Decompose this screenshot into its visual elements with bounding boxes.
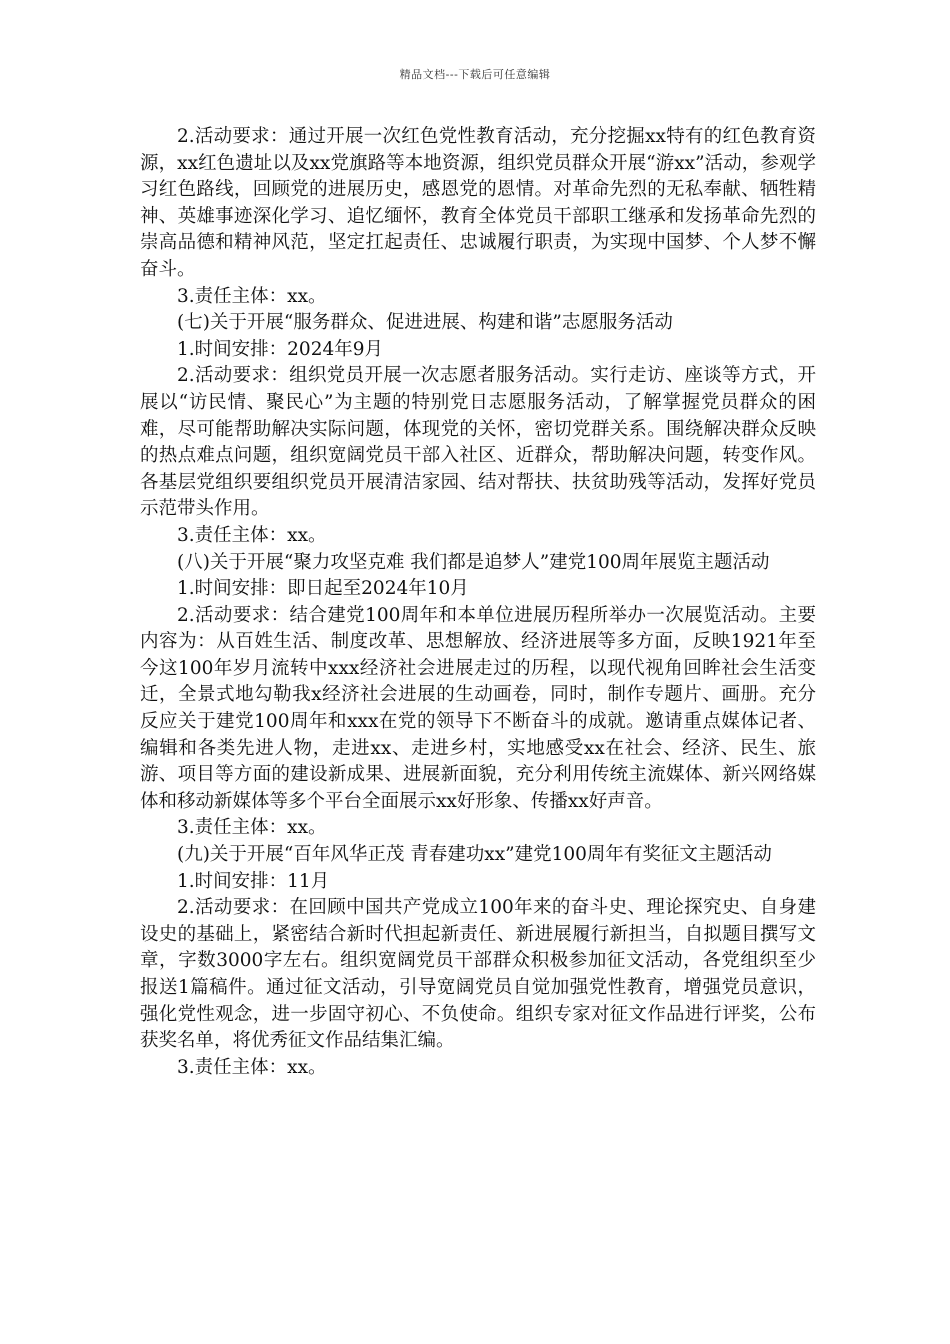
page-header: 精品文档---下载后可任意编辑 xyxy=(399,68,551,81)
section-heading-9: (九)关于开展“百年风华正茂 青春建功xx”建党100周年有奖征文主题活动 xyxy=(177,844,772,866)
paragraph-activity-requirements-6: 2.活动要求：通过开展一次红色党性教育活动，充分挖掘xx特有的红色教育资源，xx红色遗址以及xx党旗路等本地资源，组织党员群众开展“游xx”活动，参观学习红色路线，回顾党的进展历史，感恩党的恩情。对革命先烈的无私奉献、牺牲精神、英雄事迹深化学习、追忆缅怀，教育全体党员干部职工继承和发扬革命先烈的崇高品德和精神风范，坚定扛起责任、忠诚履行职责，为实现中国梦、个人梦不懈奋斗。 xyxy=(140,126,816,280)
paragraph-activity-requirements-9: 2.活动要求：在回顾中国共产党成立100年来的奋斗史、理论探究史、自身建设史的基础上，紧密结合新时代担起新责任、新进展履行新担当，自拟题目撰写文章，字数3000字左右。组织宽阔党员干部群众积极参加征文活动，各党组织至少报送1篇稿件。通过征文活动，引导宽阔党员自觉加强党性教育，增强党员意识，强化党性观念，进一步固守初心、不负使命。组织专家对征文作品进行评奖，公布获奖名单，将优秀征文作品结集汇编。 xyxy=(140,897,816,1052)
paragraph-activity-requirements-8: 2.活动要求：结合建党100周年和本单位进展历程所举办一次展览活动。主要内容为：从百姓生活、制度改革、思想解放、经济进展等多方面，反映1921年至今这100年岁月流转中xxx经济社会进展走过的历程，以现代视角回眸社会生活变迁，全景式地勾勒我x经济社会进展的生动画卷，同时，制作专题片、画册。充分反应关于建党100周年和xxx在党的领导下不断奋斗的成就。邀请重点媒体记者、编辑和各类先进人物，走进xx、走进乡村，实地感受xx在社会、经济、民生、旅游、项目等方面的建设新成果、进展新面貌，充分利用传统主流媒体、新兴网络媒体和移动新媒体等多个平台全面展示xx好形象、传播xx好声音。 xyxy=(140,604,816,812)
section-heading-8: (八)关于开展“聚力攻坚克难 我们都是追梦人”建党100周年展览主题活动 xyxy=(177,551,770,573)
paragraph-schedule-9: 1.时间安排：11月 xyxy=(177,870,330,892)
paragraph-responsible-party-9: 3.责任主体：xx。 xyxy=(177,1056,327,1078)
paragraph-schedule-7: 1.时间安排：2024年9月 xyxy=(177,338,384,360)
document-body xyxy=(140,124,816,1081)
paragraph-responsible-party-6: 3.责任主体：xx。 xyxy=(177,285,327,307)
paragraph-schedule-8: 1.时间安排：即日起至2024年10月 xyxy=(177,578,469,600)
paragraph-activity-requirements-7: 2.活动要求：组织党员开展一次志愿者服务活动。实行走访、座谈等方式，开展以“访民情、聚民心”为主题的特别党日志愿服务活动，了解掌握党员群众的困难，尽可能帮助解决实际问题，体现党的关怀，密切党群关系。围绕解决群众反映的热点难点问题，组织宽阔党员干部入社区、近群众，帮助解决问题，转变作风。各基层党组织要组织党员开展清洁家园、结对帮扶、扶贫助残等活动，发挥好党员示范带头作用。 xyxy=(140,365,816,520)
section-heading-7: (七)关于开展“服务群众、促进进展、构建和谐”志愿服务活动 xyxy=(177,312,673,334)
paragraph-responsible-party-7: 3.责任主体：xx。 xyxy=(177,524,327,546)
paragraph-responsible-party-8: 3.责任主体：xx。 xyxy=(177,817,327,839)
